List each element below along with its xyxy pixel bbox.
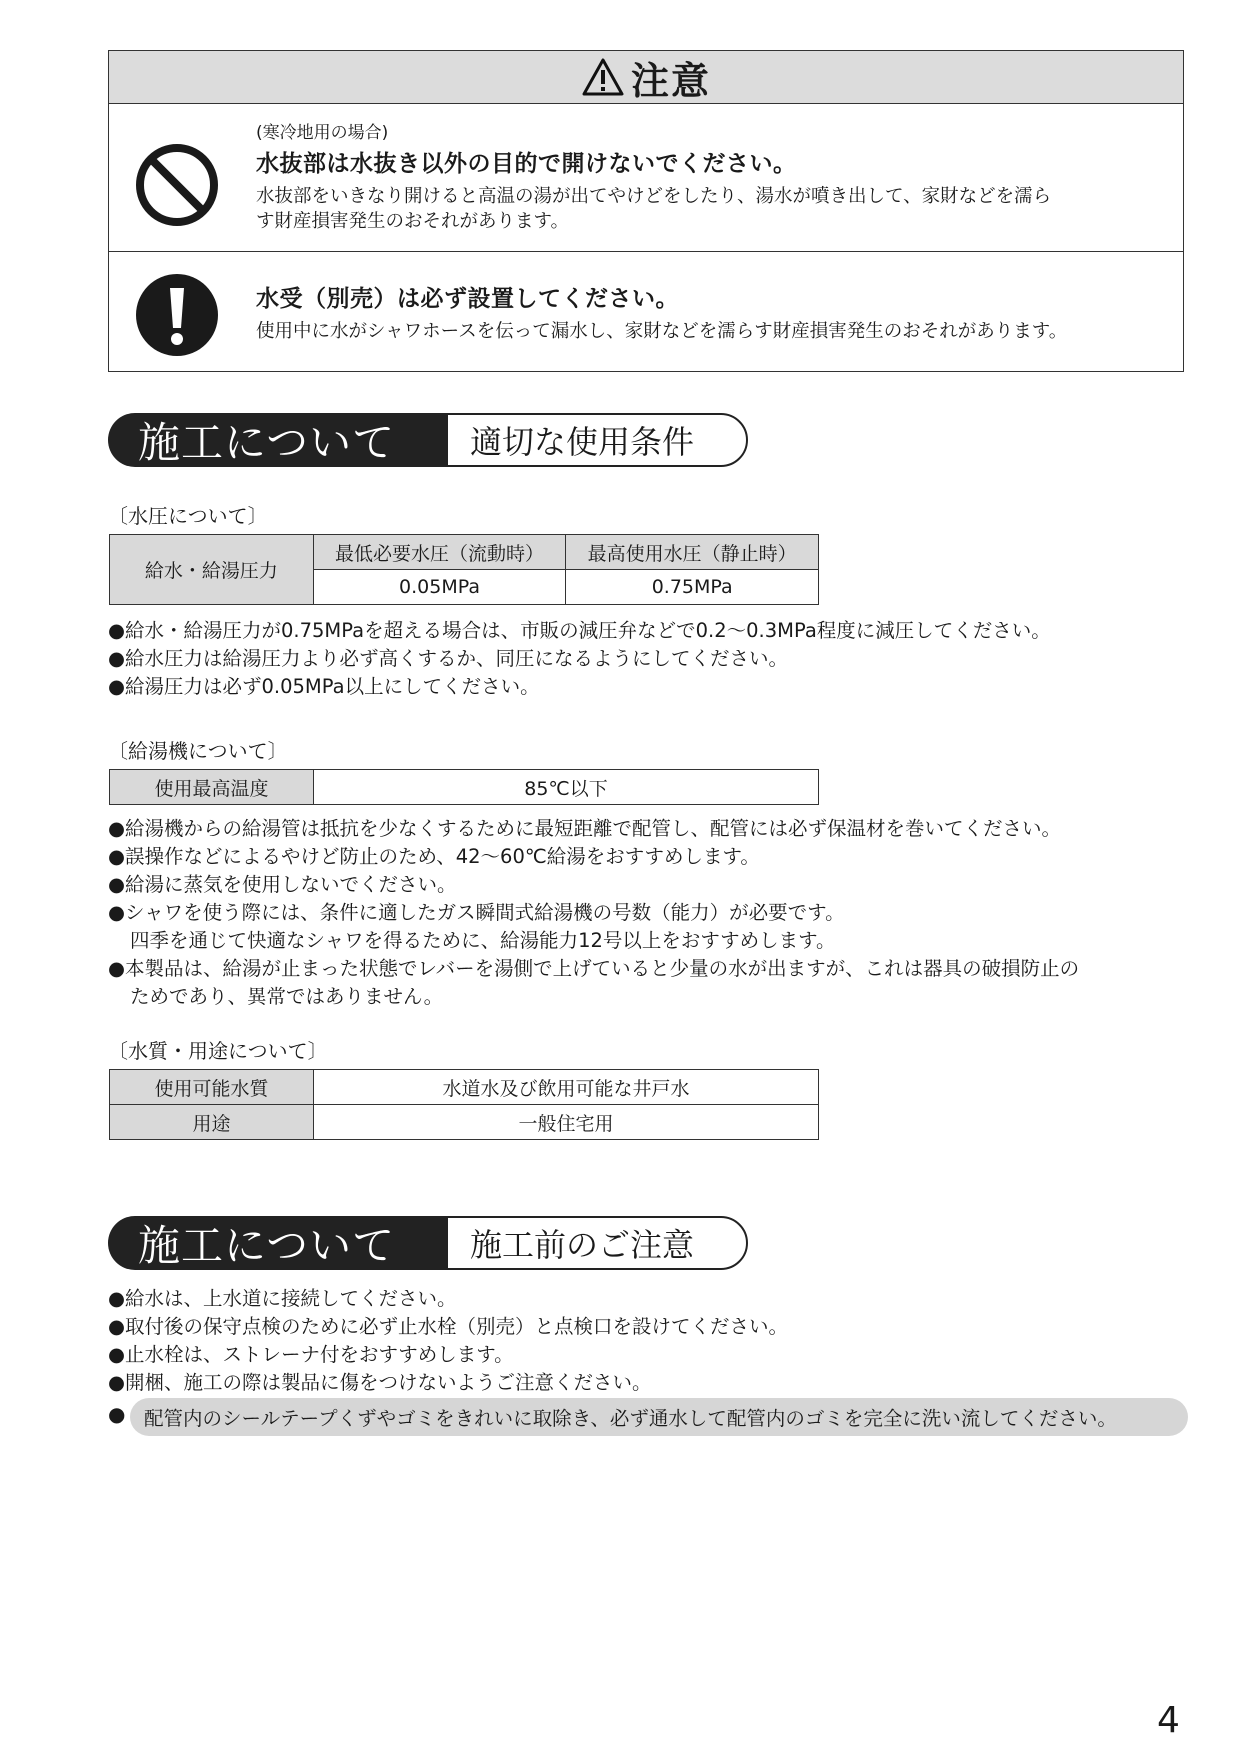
- list-item: ●給水・給湯圧力が0.75MPaを超える場合は、市販の減圧弁などで0.2～0.3MPa程度に減圧してください。: [108, 619, 1051, 642]
- list-item-continuation: 四季を通じて快適なシャワを得るために、給湯能力12号以上をおすすめします。: [130, 929, 836, 952]
- pressure-table: [109, 534, 819, 605]
- caution-row-water-tray: [109, 252, 1183, 372]
- list-item: ●シャワを使う際には、条件に適したガス瞬間式給湯機の号数（能力）が必要です。: [108, 901, 845, 924]
- caution-box: [108, 50, 1184, 372]
- section-subtitle: 施工前のご注意: [438, 1216, 748, 1270]
- section-header-conditions: [108, 413, 748, 467]
- list-item: ●給水圧力は給湯圧力より必ず高くするか、同圧になるようにしてください。: [108, 647, 789, 670]
- caution-row-drain: [109, 104, 1183, 252]
- list-item: ●給湯に蒸気を使用しないでください。: [108, 873, 457, 896]
- list-item: ●誤操作などによるやけど防止のため、42～60℃給湯をおすすめします。: [108, 845, 760, 868]
- usage-label: 用途: [110, 1105, 314, 1140]
- pressure-row-label: 給水・給湯圧力: [110, 535, 314, 605]
- usage-value: 一般住宅用: [314, 1105, 819, 1140]
- subheading-water-quality: 〔水質・用途について〕: [108, 1039, 328, 1063]
- heater-table: [109, 769, 819, 805]
- highlight-note: [108, 1398, 1188, 1436]
- heater-notes: [108, 815, 1188, 1011]
- list-item: ●止水栓は、ストレーナ付をおすすめします。: [108, 1343, 514, 1366]
- list-item: ●給湯機からの給湯管は抵抗を少なくするために最短距離で配管し、配管には必ず保温材を巻いてください。: [108, 817, 1062, 840]
- list-item: ●開梱、施工の際は製品に傷をつけないようご注意ください。: [108, 1371, 652, 1394]
- caution-body-drain-2: す財産損害発生のおそれがあります。: [256, 211, 570, 232]
- page-number: 4: [1157, 1700, 1180, 1741]
- subheading-water-heater: 〔給湯機について〕: [108, 739, 288, 763]
- min-pressure-value: 0.05MPa: [313, 570, 566, 605]
- caution-body-water-tray: 使用中に水がシャワホースを伝って漏水し、家財などを濡らす財産損害発生のおそれがあります。: [256, 321, 1068, 342]
- max-pressure-value: 0.75MPa: [566, 570, 819, 605]
- prohibition-icon: [134, 142, 220, 228]
- list-item: ●給水は、上水道に接続してください。: [108, 1287, 457, 1310]
- section-title: 施工について: [108, 413, 448, 467]
- pressure-notes: [108, 617, 1188, 701]
- max-temp-value: 85℃以下: [314, 770, 819, 805]
- list-item: ●取付後の保守点検のために必ず止水栓（別売）と点検口を設けてください。: [108, 1315, 789, 1338]
- subheading-water-pressure: 〔水圧について〕: [108, 504, 268, 528]
- list-item: ●給湯圧力は必ず0.05MPa以上にしてください。: [108, 675, 540, 698]
- caution-body-drain-1: 水抜部をいきなり開けると高温の湯が出てやけどをしたり、湯水が噴き出して、家財などを濡ら: [256, 186, 1052, 207]
- max-pressure-header: 最高使用水圧（静止時）: [566, 535, 819, 570]
- warning-triangle-icon: [581, 57, 625, 97]
- water-quality-value: 水道水及び飲用可能な井戸水: [314, 1070, 819, 1105]
- section-header-precautions: [108, 1216, 748, 1270]
- list-item: ●本製品は、給湯が止まった状態でレバーを湯側で上げていると少量の水が出ますが、これは器具の破損防止の: [108, 957, 1080, 980]
- min-pressure-header: 最低必要水圧（流動時）: [313, 535, 566, 570]
- caution-heading-drain: 水抜部は水抜き以外の目的で開けないでください。: [256, 151, 797, 177]
- water-quality-label: 使用可能水質: [110, 1070, 314, 1105]
- list-item-continuation: ためであり、異常ではありません。: [130, 985, 444, 1008]
- caution-header: [109, 51, 1183, 104]
- section-subtitle: 適切な使用条件: [438, 413, 748, 467]
- highlight-text: 配管内のシールテープくずやゴミをきれいに取除き、必ず通水して配管内のゴミを完全に洗い流してください。: [130, 1398, 1188, 1436]
- cold-region-note: (寒冷地用の場合): [256, 123, 389, 143]
- caution-title: 注意: [630, 58, 711, 103]
- caution-heading-water-tray: 水受（別売）は必ず設置してください。: [256, 286, 679, 312]
- mandatory-exclamation-icon: [134, 272, 220, 358]
- section-title: 施工について: [108, 1216, 448, 1270]
- quality-table: [109, 1069, 819, 1140]
- precaution-notes: [108, 1285, 1188, 1397]
- max-temp-label: 使用最高温度: [110, 770, 314, 805]
- bullet-dot: ●: [108, 1402, 126, 1426]
